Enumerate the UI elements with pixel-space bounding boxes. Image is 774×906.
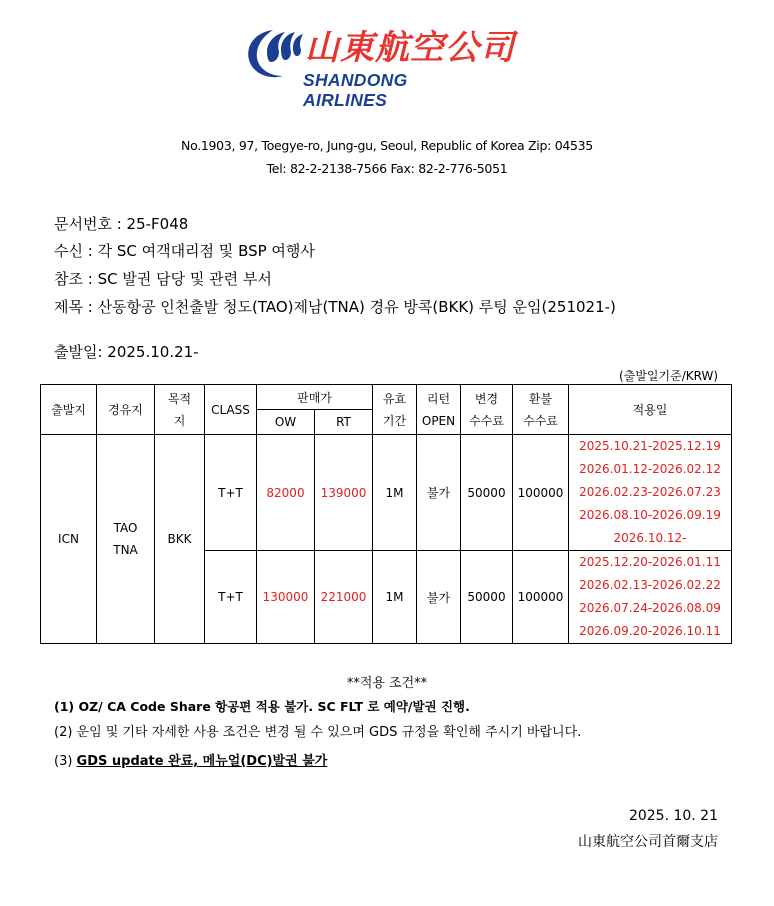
logo-chinese-name: 山東航空公司 bbox=[305, 28, 515, 68]
header-price: 판매가 bbox=[257, 385, 373, 410]
apply-date-range: 2025.12.20-2026.01.11 bbox=[579, 555, 721, 569]
cell-change-fee: 50000 bbox=[461, 435, 513, 551]
document-number: 문서번호 : 25-F048 bbox=[54, 215, 189, 233]
condition-3-prefix: (3) bbox=[54, 754, 77, 769]
apply-date-range: 2026.01.12-2026.02.12 bbox=[579, 462, 721, 476]
header-change-fee-line-2: 수수료 bbox=[469, 413, 504, 428]
logo-english-line-1: SHANDONG bbox=[303, 70, 408, 90]
apply-date-range: 2026.07.24-2026.08.09 bbox=[579, 601, 721, 615]
fare-table bbox=[40, 384, 732, 644]
currency-note: (출발일기준/KRW) bbox=[619, 369, 718, 383]
header-validity-line-1: 유효 bbox=[382, 391, 407, 406]
footer-issuer: 山東航空公司首爾支店 bbox=[578, 834, 718, 850]
cell-rt-price: 221000 bbox=[315, 551, 373, 644]
cell-return-open: 불가 bbox=[417, 435, 461, 551]
header-refund-fee bbox=[513, 385, 569, 435]
apply-date-range: 2026.08.10-2026.09.19 bbox=[579, 508, 721, 522]
header-destination-line-1: 목적 bbox=[167, 391, 192, 406]
apply-date-range: 2025.10.21-2025.12.19 bbox=[579, 439, 721, 453]
cell-refund-fee: 100000 bbox=[513, 435, 569, 551]
cell-validity: 1M bbox=[373, 435, 417, 551]
header-origin: 출발지 bbox=[41, 385, 97, 435]
document-reference: 참조 : SC 발권 담당 및 관련 부서 bbox=[54, 270, 272, 288]
cell-via bbox=[97, 435, 155, 644]
cell-class: T+T bbox=[205, 551, 257, 644]
cell-destination: BKK bbox=[155, 435, 205, 644]
logo-english-line-2: AIRLINES bbox=[303, 90, 388, 110]
header-change-fee-line-1: 변경 bbox=[474, 391, 499, 406]
cell-via-line-1: TAO bbox=[113, 521, 138, 535]
footer-date: 2025. 10. 21 bbox=[628, 808, 718, 824]
document-subject: 제목 : 산동항공 인천출발 청도(TAO)제남(TNA) 경유 방콕(BKK) 루팅 운임(251021-) bbox=[54, 298, 616, 316]
company-address: No.1903, 97, Toegye-ro, Jung-gu, Seoul, Republic of Korea Zip: 04535 bbox=[181, 138, 593, 153]
header-rt: RT bbox=[315, 410, 373, 435]
cell-apply-dates bbox=[569, 551, 732, 644]
cell-ow-price: 82000 bbox=[257, 435, 315, 551]
cell-via-line-2: TNA bbox=[113, 543, 138, 557]
header-return bbox=[417, 385, 461, 435]
shandong-airlines-logo bbox=[243, 26, 533, 110]
header-validity-line-2: 기간 bbox=[382, 413, 407, 428]
condition-3 bbox=[54, 750, 327, 769]
apply-date-range: 2026.02.23-2026.07.23 bbox=[579, 485, 721, 499]
cell-return-open: 불가 bbox=[417, 551, 461, 644]
apply-date-range: 2026.09.20-2026.10.11 bbox=[579, 624, 721, 638]
header-destination-line-2: 지 bbox=[173, 413, 186, 428]
header-change-fee bbox=[461, 385, 513, 435]
company-phone: Tel: 82-2-2138-7566 Fax: 82-2-776-5051 bbox=[266, 161, 508, 176]
cell-apply-dates bbox=[569, 435, 732, 551]
condition-2: (2) 운임 및 기타 자세한 사용 조건은 변경 될 수 있으며 GDS 규정을 확인해 주시기 바랍니다. bbox=[54, 725, 582, 740]
header-ow: OW bbox=[257, 410, 315, 435]
crane-wings-icon bbox=[243, 26, 305, 82]
cell-refund-fee: 100000 bbox=[513, 551, 569, 644]
cell-change-fee: 50000 bbox=[461, 551, 513, 644]
conditions-title: **적용 조건** bbox=[346, 676, 428, 691]
header-return-line-1: 리턴 bbox=[426, 391, 451, 406]
cell-validity: 1M bbox=[373, 551, 417, 644]
header-class: CLASS bbox=[205, 385, 257, 435]
header-refund-fee-line-2: 수수료 bbox=[523, 413, 558, 428]
cell-class: T+T bbox=[205, 435, 257, 551]
header-via: 경유지 bbox=[97, 385, 155, 435]
apply-date-range: 2026.10.12- bbox=[613, 531, 687, 545]
condition-1: (1) OZ/ CA Code Share 항공편 적용 불가. SC FLT 로 예약/발권 진행. bbox=[54, 699, 470, 714]
header-refund-fee-line-1: 환불 bbox=[528, 391, 553, 406]
condition-3-text: GDS update 완료, 메뉴얼(DC)발권 불가 bbox=[76, 754, 328, 769]
cell-ow-price: 130000 bbox=[257, 551, 315, 644]
header-destination bbox=[155, 385, 205, 435]
document-recipient: 수신 : 각 SC 여객대리점 및 BSP 여행사 bbox=[54, 242, 315, 260]
logo-english-name bbox=[303, 70, 408, 110]
header-validity bbox=[373, 385, 417, 435]
apply-date-range: 2026.02.13-2026.02.22 bbox=[579, 578, 721, 592]
header-apply-dates: 적용일 bbox=[569, 385, 732, 435]
cell-rt-price: 139000 bbox=[315, 435, 373, 551]
departure-date: 출발일: 2025.10.21- bbox=[54, 343, 199, 361]
cell-origin: ICN bbox=[41, 435, 97, 644]
header-return-line-2: OPEN bbox=[421, 413, 456, 428]
